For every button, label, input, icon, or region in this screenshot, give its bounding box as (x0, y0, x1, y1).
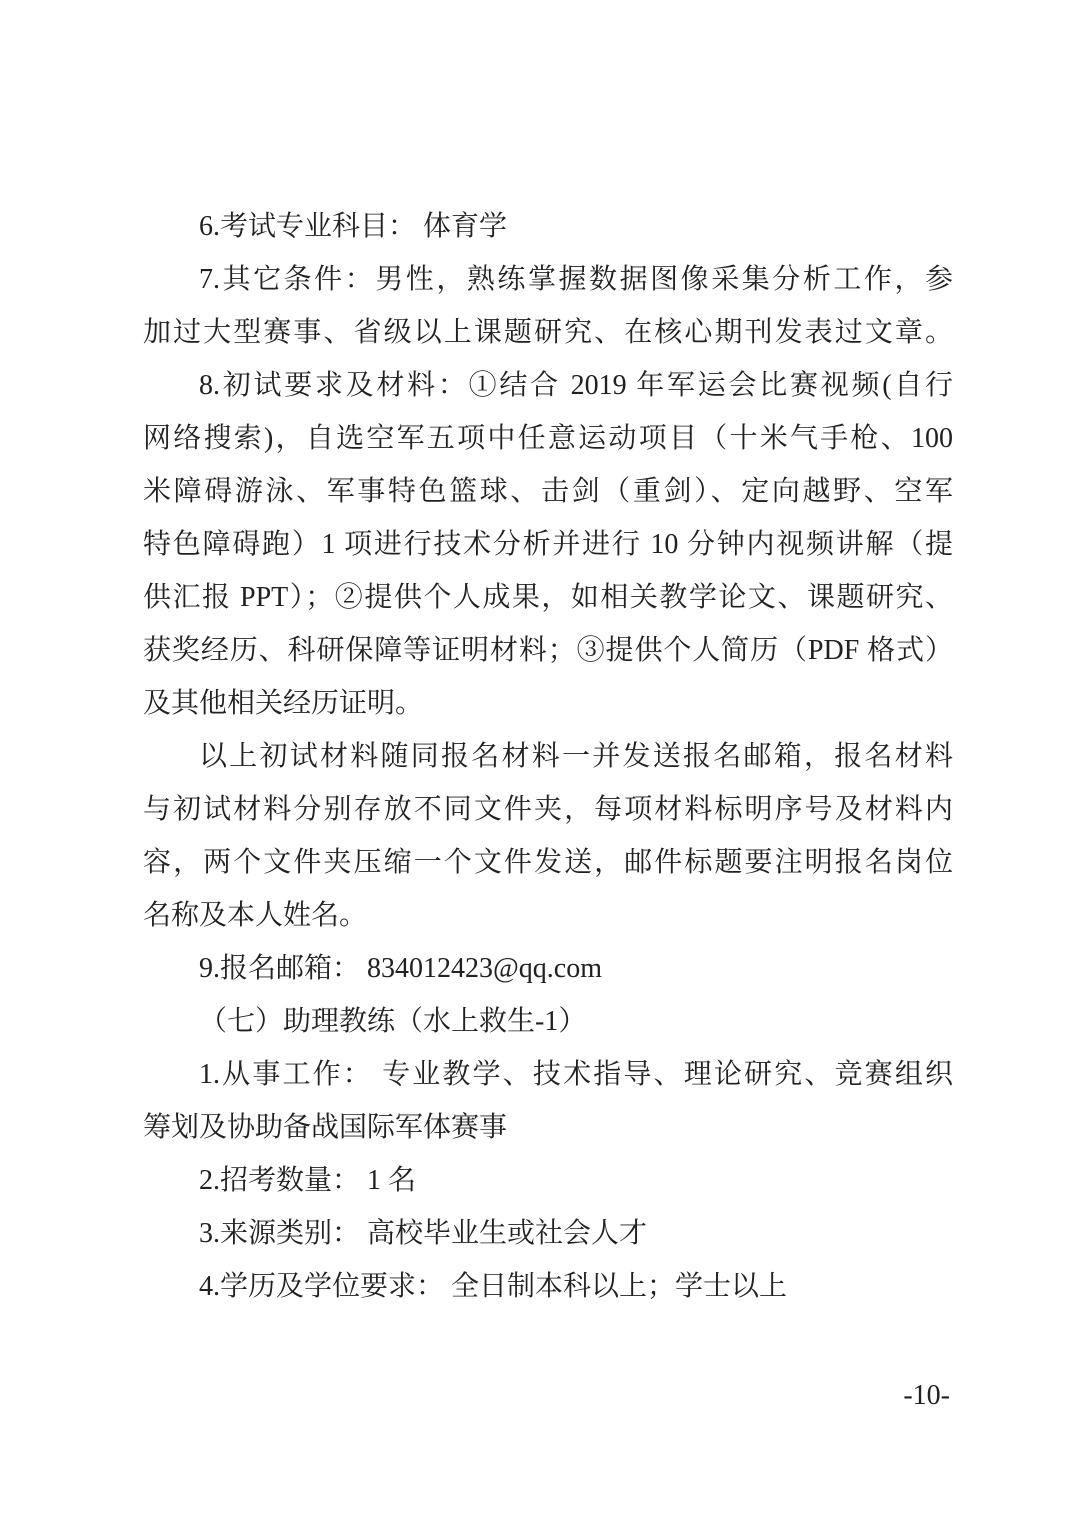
document-body (143, 200, 953, 1313)
text-line: 以上初试材料随同报名材料一并发送报名邮箱，报名材料 (199, 741, 953, 772)
page-number: -10- (903, 1380, 950, 1411)
text-line: 3.来源类别： 高校毕业生或社会人才 (199, 1218, 648, 1249)
text-line: 6.考试专业科目： 体育学 (199, 211, 508, 242)
text-line: 名称及本人姓名。 (143, 900, 368, 931)
text-line: （七）助理教练（水上救生-1） (199, 1006, 587, 1037)
text-line: 及其他相关经历证明。 (143, 688, 424, 719)
text-line: 8.初试要求及材料：①结合 2019 年军运会比赛视频(自行 (199, 370, 953, 401)
text-line: 7.其它条件：男性，熟练掌握数据图像采集分析工作，参 (199, 264, 953, 295)
text-line: 网络搜索)，自选空军五项中任意运动项目（十米气手枪、100 (143, 423, 953, 454)
text-line: 供汇报 PPT）；②提供个人成果，如相关教学论文、课题研究、 (143, 582, 953, 613)
text-line: 筹划及协助备战国际军体赛事 (143, 1112, 508, 1143)
text-line: 2.招考数量： 1 名 (199, 1165, 417, 1196)
text-line: 9.报名邮箱： 834012423@qq.com (199, 953, 602, 984)
text-line: 4.学历及学位要求： 全日制本科以上；学士以上 (199, 1271, 788, 1302)
text-line: 米障碍游泳、军事特色篮球、击剑（重剑）、定向越野、空军 (143, 476, 953, 507)
text-line: 加过大型赛事、省级以上课题研究、在核心期刊发表过文章。 (143, 317, 953, 348)
text-line: 1.从事工作： 专业教学、技术指导、理论研究、竞赛组织 (199, 1059, 953, 1090)
text-line: 容，两个文件夹压缩一个文件发送，邮件标题要注明报名岗位 (143, 847, 953, 878)
text-line: 特色障碍跑）1 项进行技术分析并进行 10 分钟内视频讲解（提 (143, 529, 953, 560)
text-line: 获奖经历、科研保障等证明材料；③提供个人简历（PDF 格式） (143, 635, 953, 666)
text-line: 与初试材料分别存放不同文件夹，每项材料标明序号及材料内 (143, 794, 953, 825)
